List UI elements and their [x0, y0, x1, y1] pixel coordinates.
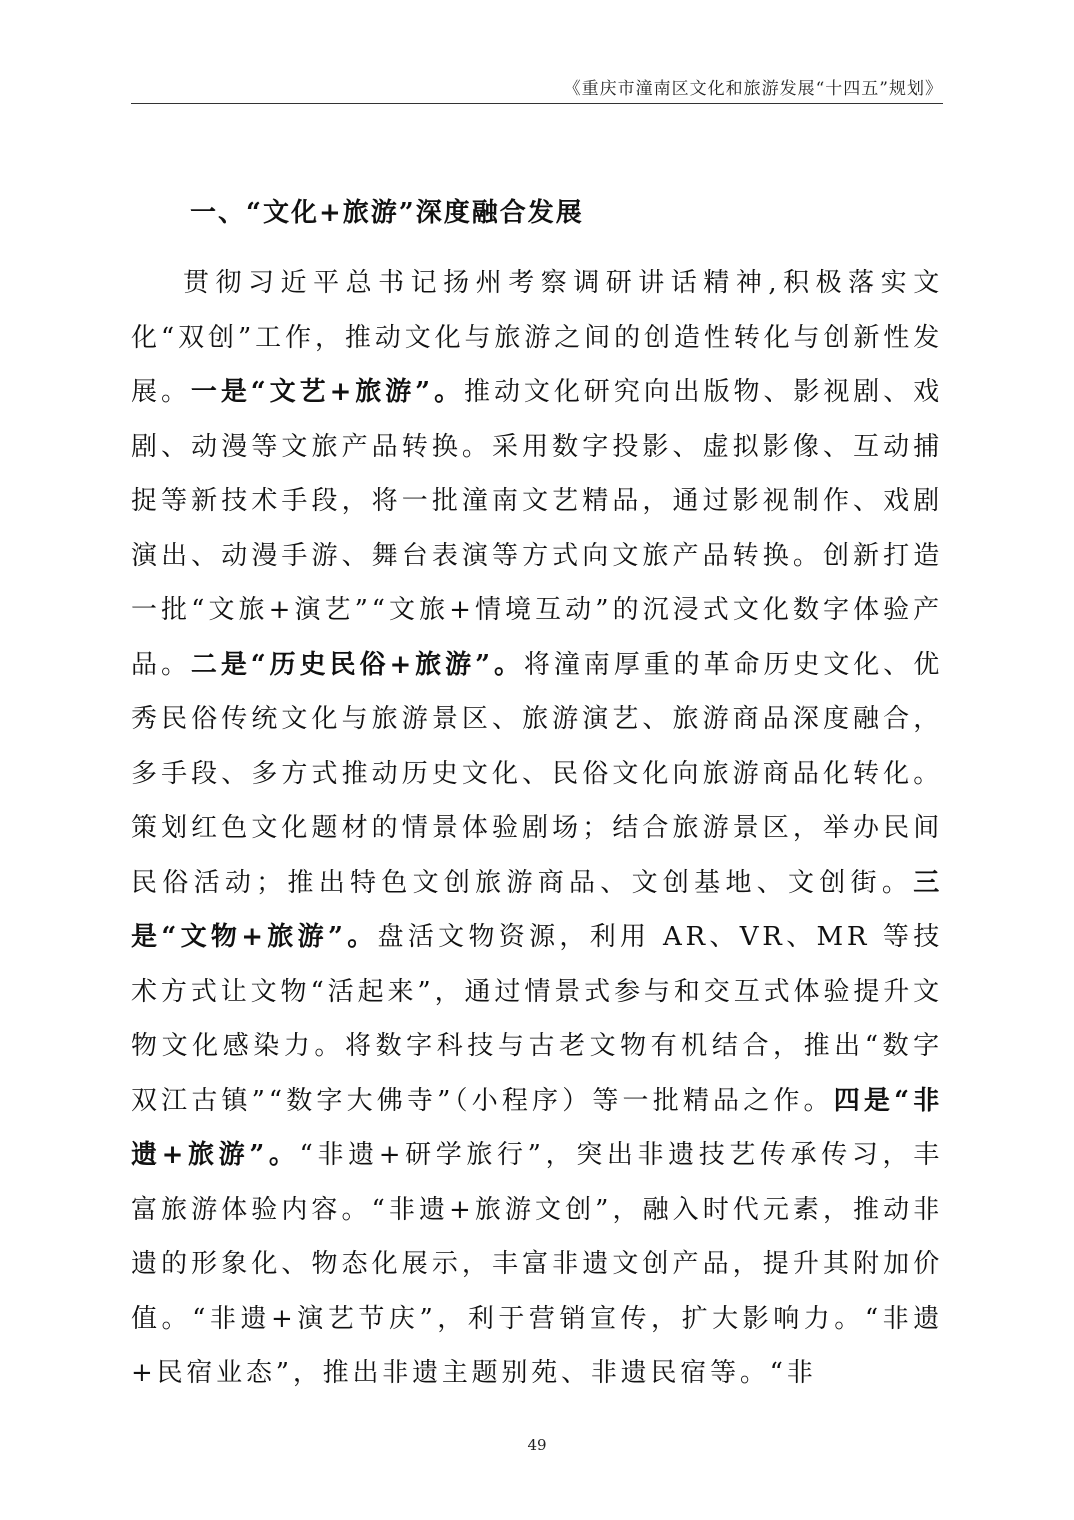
paragraph-text: 贯彻习近平总书记扬州考察调研讲话精神,积极落实文化“双创”工作，推动文化与旅游之间的创造性转化与创新性发展。: [131, 268, 944, 407]
paragraph-text: “非遗+研学旅行”，突出非遗技艺传承传习，丰富旅游体验内容。“非遗+旅游文创”，融入时代元素，推动非遗的形象化、物态化展示，丰富非遗文创产品，提升其附加价值。“非遗+演艺节庆”，利于营销宣传，扩大影响力。“非遗+民宿业态”，推出非遗主题别苑、非遗民宿等。“非: [131, 1140, 943, 1388]
page-number: 49: [527, 1436, 547, 1454]
paragraph-emphasis: 四是“非遗+旅游”。: [131, 1085, 943, 1170]
body-paragraph: [131, 256, 943, 1401]
paragraph-emphasis: 一是“文艺+旅游”。: [190, 377, 465, 407]
paragraph-text: 推动文化研究向出版物、影视剧、戏剧、动漫等文旅产品转换。采用数字投影、虚拟影像、互动捕捉等新技术手段，将一批潼南文艺精品，通过影视制作、戏剧演出、动漫手游、舞台表演等方式向文旅产品转换。创新打造一批“文旅+演艺”“文旅+情境互动”的沉浸式文化数字体验产品。: [131, 377, 943, 680]
section-heading: 一、“文化+旅游”深度融合发展: [190, 198, 584, 228]
paragraph-text: 盘活文物资源，利用 AR、VR、MR 等技术方式让文物“活起来”，通过情景式参与和交互式体验提升文物文化感染力。将数字科技与古老文物有机结合，推出“数字双江古镇”“数字大佛寺”（小程序）等一批精品之作。: [131, 922, 943, 1116]
paragraph-emphasis: 二是“历史民俗+旅游”。: [190, 649, 524, 680]
paragraph-text: 将潼南厚重的革命历史文化、优秀民俗传统文化与旅游景区、旅游演艺、旅游商品深度融合，多手段、多方式推动历史文化、民俗文化向旅游商品化转化。策划红色文化题材的情景体验剧场；结合旅游景区，举办民间民俗活动；推出特色文创旅游商品、文创基地、文创街。: [131, 649, 943, 898]
paragraph-emphasis: 三是“文物+旅游”。: [131, 867, 943, 952]
running-header: 《重庆市潼南区文化和旅游发展“十四五”规划》: [563, 79, 943, 99]
header-divider: [131, 103, 943, 104]
